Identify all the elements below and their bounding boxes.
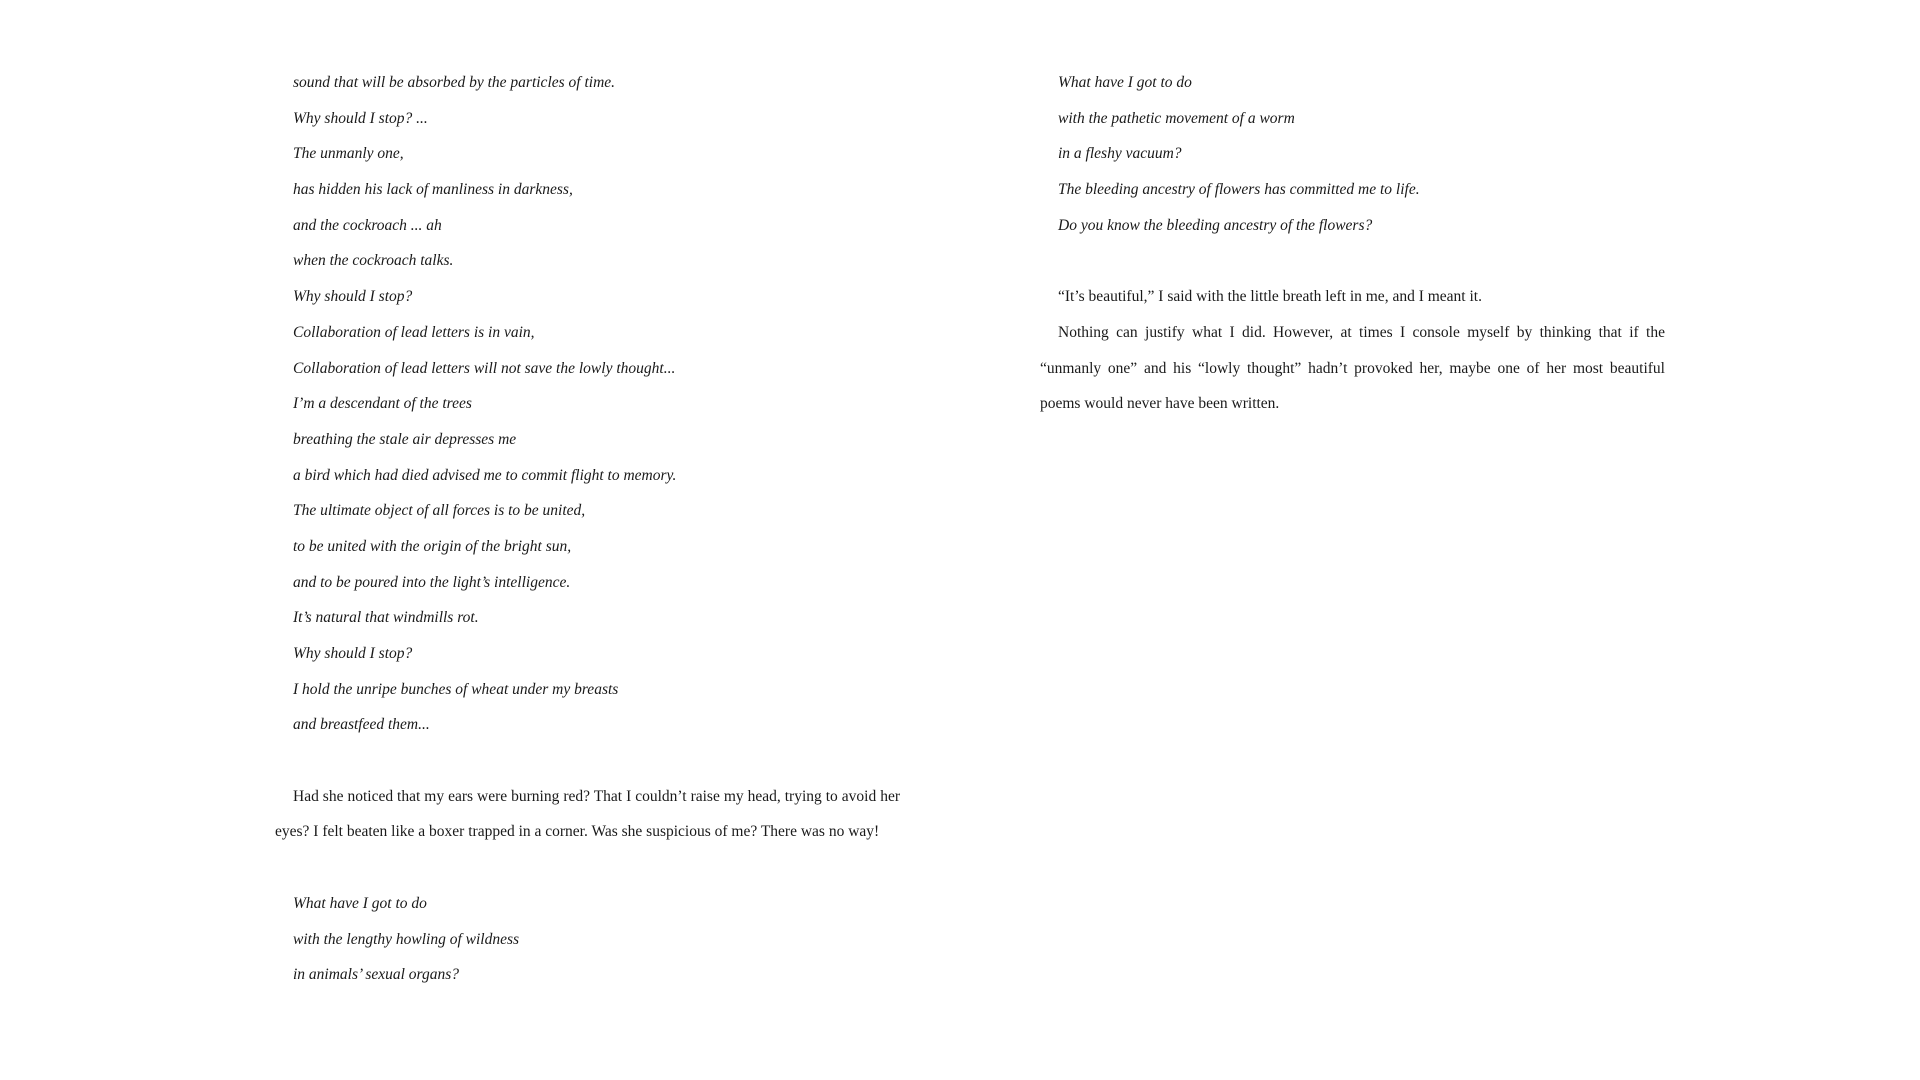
blank-line bbox=[275, 850, 915, 886]
prose-paragraph: “It’s beautiful,” I said with the little breath left in me, and I meant it. bbox=[1058, 288, 1482, 306]
poem-line: in animals’ sexual organs? bbox=[293, 966, 460, 984]
poem-line: What have I got to do bbox=[1058, 74, 1192, 91]
poem-line: I hold the unripe bunches of wheat under my breasts bbox=[293, 680, 619, 698]
poem-line: and the cockroach ... ah bbox=[293, 216, 442, 234]
poem-line: The ultimate object of all forces is to be united, bbox=[293, 502, 586, 520]
poem-line: Do you know the bleeding ancestry of the flowers? bbox=[1058, 216, 1373, 234]
poem-line: It’s natural that windmills rot. bbox=[293, 609, 479, 627]
poem-line: sound that will be absorbed by the particles of time. bbox=[293, 74, 616, 91]
poem-line: I’m a descendant of the trees bbox=[293, 395, 472, 413]
poem-line: when the cockroach talks. bbox=[293, 252, 454, 270]
poem-line: breathing the stale air depresses me bbox=[293, 430, 517, 448]
poem-line: and breastfeed them... bbox=[293, 716, 430, 734]
poem-stanza-1 bbox=[275, 65, 915, 743]
poem-line: Why should I stop? bbox=[293, 288, 413, 306]
blank-line bbox=[275, 743, 915, 779]
poem-line: and to be poured into the light’s intelligence. bbox=[293, 573, 571, 591]
poem-line: in a fleshy vacuum? bbox=[1058, 145, 1182, 163]
poem-line: Collaboration of lead letters is in vain, bbox=[293, 323, 535, 341]
poem-line: Why should I stop? bbox=[293, 645, 413, 662]
right-page bbox=[1040, 0, 1680, 422]
poem-line: has hidden his lack of manliness in darkness, bbox=[293, 181, 573, 199]
blank-line bbox=[1040, 243, 1680, 279]
poem-line: to be united with the origin of the bright sun, bbox=[293, 537, 572, 555]
left-page bbox=[275, 0, 915, 993]
poem-line: What have I got to do bbox=[293, 894, 427, 912]
poem-line: The unmanly one, bbox=[293, 145, 404, 163]
poem-stanza-2 bbox=[275, 886, 915, 993]
poem-line: Why should I stop? ... bbox=[293, 109, 428, 127]
poem-line: Collaboration of lead letters will not save the lowly thought... bbox=[293, 359, 676, 377]
poem-stanza-3 bbox=[1040, 65, 1680, 243]
prose-paragraph: Had she noticed that my ears were burning red? That I couldn’t raise my head, trying to avoid her eyes? I felt beaten like a boxer trapped in a corner. Was she suspicious of me? There was no way! bbox=[275, 787, 900, 841]
poem-line: a bird which had died advised me to commit flight to memory. bbox=[293, 466, 677, 484]
poem-line: with the pathetic movement of a worm bbox=[1058, 109, 1295, 127]
poem-line: with the lengthy howling of wildness bbox=[293, 930, 520, 948]
poem-line: The bleeding ancestry of flowers has committed me to life. bbox=[1058, 181, 1420, 199]
prose-paragraph: Nothing can justify what I did. However, at times I console myself by thinking that if the “unmanly one” and his “lowly thought” hadn’t provoked her, maybe one of her most beautiful poems would never have been written. bbox=[1040, 323, 1665, 413]
